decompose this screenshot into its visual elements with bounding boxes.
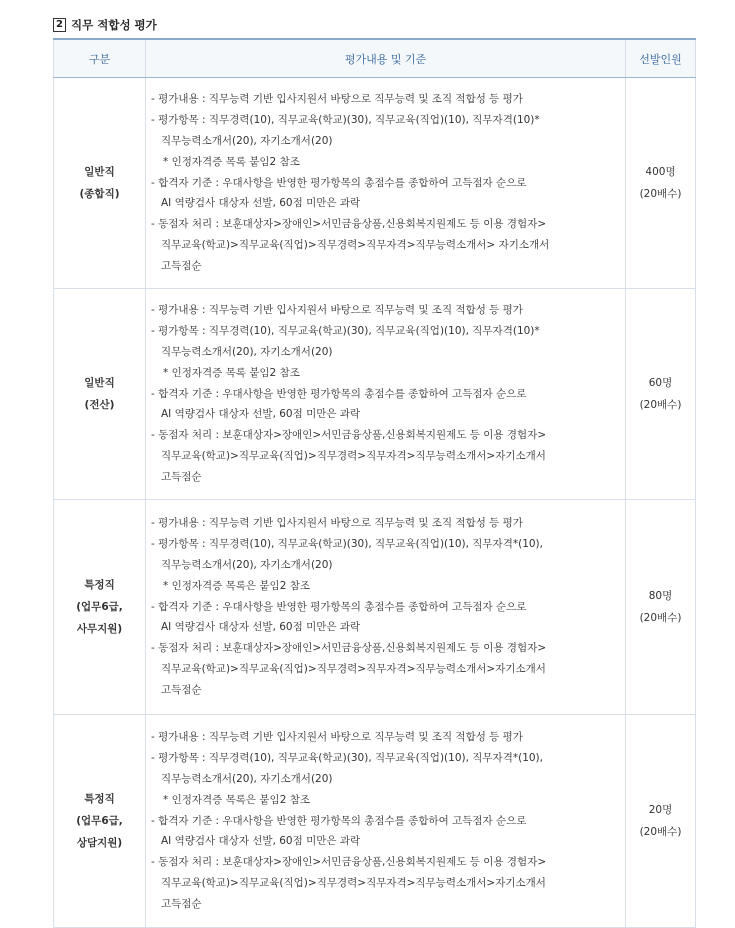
content-line: 고득점순: [161, 897, 202, 910]
content-line: * 인정자격증 목록은 붙임2 참조: [163, 579, 310, 592]
content-line: - 평가내용 : 직무능력 기반 입사지원서 바탕으로 직무능력 및 조직 적합성 등 평가: [151, 304, 523, 317]
evaluation-table: [53, 38, 696, 928]
category-line: 일반직: [84, 166, 115, 178]
content-line: 직무능력소개서(20), 자기소개서(20): [161, 135, 333, 147]
count-line: 60명: [648, 377, 673, 389]
row-category: [54, 289, 146, 500]
content-line: 직무교육(학교)>직무교육(직업)>직무경력>직무자격>직무능력소개서>자기소개서: [161, 662, 546, 675]
content-line: - 동점자 처리 : 보훈대상자>장애인>서민금융상품,신용회복지원제도 등 이용 경험자>: [151, 856, 547, 869]
content-line: AI 역량검사 대상자 선발, 60점 미만은 과락: [161, 408, 361, 421]
category-line: 특정직: [84, 793, 115, 805]
content-line: 고득점순: [161, 470, 202, 483]
category-line: 일반직: [84, 377, 115, 389]
row-content: [146, 715, 626, 928]
table-row: [54, 500, 696, 715]
row-category: [54, 78, 146, 289]
content-line: AI 역량검사 대상자 선발, 60점 미만은 과락: [161, 835, 361, 848]
content-line: - 합격자 기준 : 우대사항을 반영한 평가항목의 총점수를 종합하여 고득점자 순으로: [151, 600, 527, 613]
content-line: - 합격자 기준 : 우대사항을 반영한 평가항목의 총점수를 종합하여 고득점자 순으로: [151, 814, 527, 827]
row-category: [54, 715, 146, 928]
row-count: [626, 289, 696, 500]
category-line: (전산): [84, 399, 115, 411]
table-header-row: [54, 39, 696, 78]
category-line: (업무6급,: [76, 815, 123, 827]
row-content: [146, 289, 626, 500]
content-line: 직무교육(학교)>직무교육(직업)>직무경력>직무자격>직무능력소개서> 자기소개서: [161, 238, 550, 251]
row-count: [626, 500, 696, 715]
row-content: [146, 78, 626, 289]
content-line: - 평가항목 : 직무경력(10), 직무교육(학교)(30), 직무교육(직업)(10), 직무자격(10)*: [151, 114, 540, 127]
header-content: 평가내용 및 기준: [146, 39, 626, 78]
count-line: (20배수): [639, 188, 682, 200]
count-line: (20배수): [639, 826, 682, 838]
content-line: - 평가내용 : 직무능력 기반 입사지원서 바탕으로 직무능력 및 조직 적합성 등 평가: [151, 93, 523, 106]
content-line: - 동점자 처리 : 보훈대상자>장애인>서민금융상품,신용회복지원제도 등 이용 경험자>: [151, 429, 547, 442]
section-title: 직무 적합성 평가: [71, 18, 157, 32]
content-line: 직무능력소개서(20), 자기소개서(20): [161, 559, 333, 571]
content-line: - 평가항목 : 직무경력(10), 직무교육(학교)(30), 직무교육(직업)(10), 직무자격*(10),: [151, 752, 543, 765]
content-line: - 동점자 처리 : 보훈대상자>장애인>서민금융상품,신용회복지원제도 등 이용 경험자>: [151, 218, 547, 231]
content-line: 직무교육(학교)>직무교육(직업)>직무경력>직무자격>직무능력소개서>자기소개서: [161, 876, 546, 889]
content-line: - 동점자 처리 : 보훈대상자>장애인>서민금융상품,신용회복지원제도 등 이용 경험자>: [151, 642, 547, 655]
content-line: AI 역량검사 대상자 선발, 60점 미만은 과락: [161, 621, 361, 634]
table-row: [54, 715, 696, 928]
section-number-box: 2: [53, 18, 66, 32]
count-line: (20배수): [639, 399, 682, 411]
content-line: - 평가항목 : 직무경력(10), 직무교육(학교)(30), 직무교육(직업)(10), 직무자격(10)*: [151, 325, 540, 338]
count-line: 80명: [648, 590, 673, 602]
content-line: - 합격자 기준 : 우대사항을 반영한 평가항목의 총점수를 종합하여 고득점자 순으로: [151, 176, 527, 189]
content-line: 고득점순: [161, 683, 202, 696]
count-line: 400명: [645, 166, 676, 178]
row-count: [626, 78, 696, 289]
row-content: [146, 500, 626, 715]
header-category: 구분: [54, 39, 146, 78]
content-line: * 인정자격증 목록은 붙임2 참조: [163, 793, 310, 806]
row-count: [626, 715, 696, 928]
content-line: - 평가내용 : 직무능력 기반 입사지원서 바탕으로 직무능력 및 조직 적합성 등 평가: [151, 731, 523, 744]
content-line: * 인정자격증 목록 붙임2 참조: [163, 155, 300, 168]
category-line: 특정직: [84, 579, 115, 591]
content-line: - 평가항목 : 직무경력(10), 직무교육(학교)(30), 직무교육(직업)(10), 직무자격*(10),: [151, 538, 543, 551]
content-line: - 합격자 기준 : 우대사항을 반영한 평가항목의 총점수를 종합하여 고득점자 순으로: [151, 387, 527, 400]
section-heading: [53, 16, 157, 34]
table-row: [54, 289, 696, 500]
category-line: 사무지원): [76, 623, 123, 635]
row-category: [54, 500, 146, 715]
content-line: 직무능력소개서(20), 자기소개서(20): [161, 773, 333, 785]
header-count: 선발인원: [626, 39, 696, 78]
content-line: 직무교육(학교)>직무교육(직업)>직무경력>직무자격>직무능력소개서>자기소개서: [161, 449, 546, 462]
category-line: (업무6급,: [76, 601, 123, 613]
category-line: (종합직): [79, 188, 120, 200]
count-line: 20명: [648, 804, 673, 816]
content-line: 직무능력소개서(20), 자기소개서(20): [161, 346, 333, 358]
content-line: - 평가내용 : 직무능력 기반 입사지원서 바탕으로 직무능력 및 조직 적합성 등 평가: [151, 517, 523, 530]
content-line: 고득점순: [161, 259, 202, 272]
content-line: * 인정자격증 목록 붙임2 참조: [163, 366, 300, 379]
table-row: [54, 78, 696, 289]
count-line: (20배수): [639, 612, 682, 624]
category-line: 상담지원): [76, 837, 123, 849]
content-line: AI 역량검사 대상자 선발, 60점 미만은 과락: [161, 197, 361, 210]
